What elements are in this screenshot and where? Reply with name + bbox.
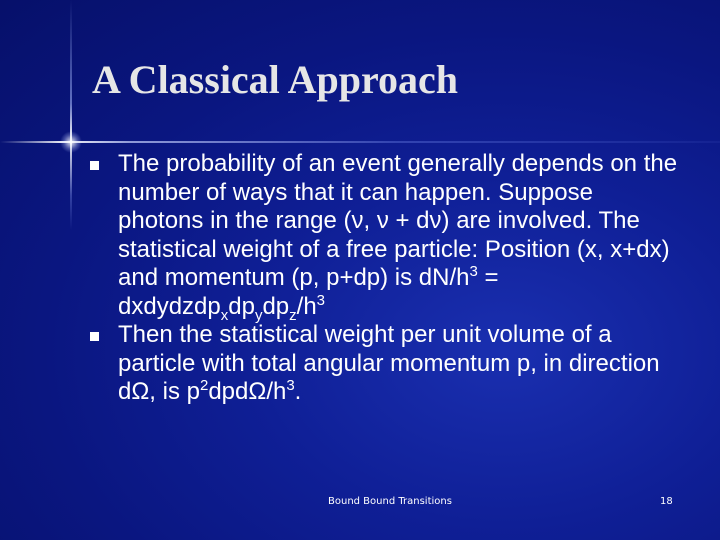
superscript: 2 [199,377,209,394]
bullet-text: The probability of an event generally depends on the number of ways that it can happen. Suppose photons in the range (ν, ν + dν) are involved. The statistical weight of a free particle: Position (x, x+dx) and momentum (p, p+dp) is dN/h [118,150,678,291]
bullet-text: dpdΩ/h [208,378,287,405]
footer-title: Bound Bound Transitions [328,496,452,507]
subscript: x [220,306,229,324]
superscript: 3 [316,291,326,309]
bullet-text: = dxdydzdp [118,264,499,320]
superscript: 3 [286,377,295,394]
bullet-list [90,150,680,407]
subscript: z [289,306,297,324]
bullet-text: Then the statistical weight per unit volume of a particle with total angular momentum p, in direction dΩ, is p [118,321,660,405]
page-number: 18 [660,496,673,507]
decorative-horizontal-line [0,141,720,143]
superscript: 3 [469,263,478,280]
slide-title: A Classical Approach [92,57,458,102]
square-bullet-icon [90,332,99,341]
bullet-text: dp [228,292,255,320]
square-bullet-icon [90,161,99,170]
bullet-item [90,150,680,324]
decorative-star-glow [60,131,82,153]
bullet-text: dp [262,292,290,320]
bullet-text: /h [296,292,317,320]
decorative-vertical-line [70,0,72,230]
bullet-item [90,321,680,407]
bullet-text: . [294,378,302,405]
subscript: y [254,306,263,324]
